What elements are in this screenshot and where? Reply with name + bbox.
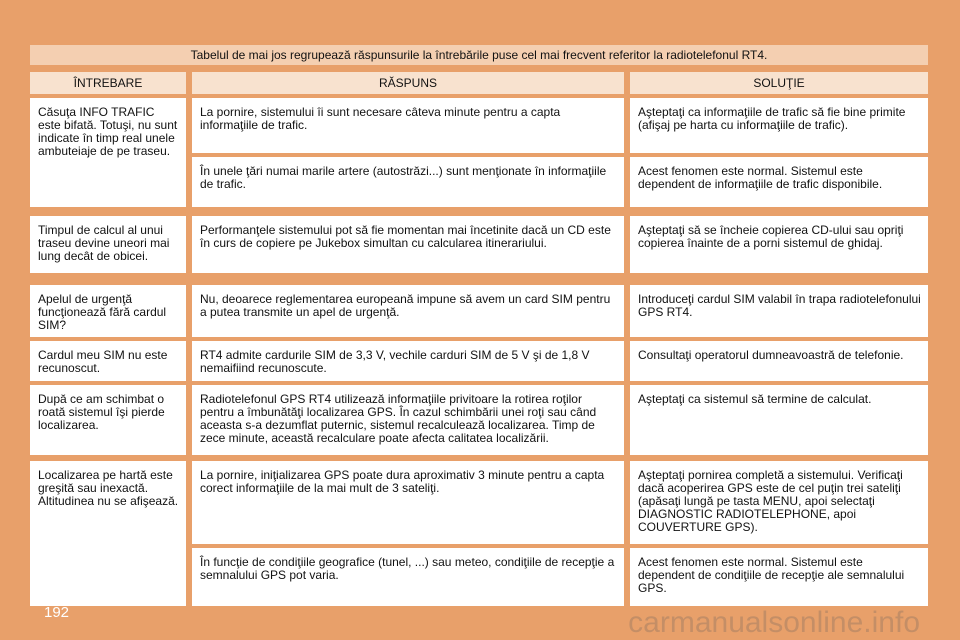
solution-cell: Aşteptaţi ca informaţiile de trafic să fie bine primite (afişaj pe harta cu informaţiile de trafic).	[630, 98, 928, 153]
solution-cell: Aşteptaţi să se încheie copierea CD-ului sau opriţi copierea înainte de a porni sistemul de ghidaj.	[630, 216, 928, 273]
solution-cell: Aşteptaţi pornirea completă a sistemului. Verificaţi dacă acoperirea GPS este de cel puţin trei sateliţi (apăsaţi lungă pe tasta MENU, apoi selectaţi DIAGNOSTIC RADIOTELEPHONE, apoi COUVERTURE GPS).	[630, 461, 928, 544]
header-question: ÎNTREBARE	[30, 72, 186, 94]
answer-cell: La pornire, sistemului îi sunt necesare câteva minute pentru a capta informaţiile de trafic.	[192, 98, 624, 153]
question-cell: Căsuţa INFO TRAFIC este bifată. Totuşi, nu sunt indicate în timp real unele ambuteiaje de pe traseu.	[30, 98, 186, 207]
solution-cell: Introduceţi cardul SIM valabil în trapa radiotelefonului GPS RT4.	[630, 285, 928, 337]
answer-cell: La pornire, iniţializarea GPS poate dura aproximativ 3 minute pentru a capta corect informaţiile de la mai mult de 3 sateliţi.	[192, 461, 624, 544]
page-number: 192	[44, 604, 70, 621]
watermark: carmanualsonline.info	[628, 606, 920, 639]
answer-cell: Performanţele sistemului pot să fie momentan mai încetinite dacă un CD este în curs de copiere pe Jukebox simultan cu calcularea itinerariului.	[192, 216, 624, 273]
question-cell: Timpul de calcul al unui traseu devine uneori mai lung decât de obicei.	[30, 216, 186, 273]
table-caption: Tabelul de mai jos regrupează răspunsurile la întrebările puse cel mai frecvent referitor la radiotelefonul RT4.	[30, 45, 928, 65]
solution-cell: Aşteptaţi ca sistemul să termine de calculat.	[630, 385, 928, 455]
solution-cell: Consultaţi operatorul dumneavoastră de telefonie.	[630, 341, 928, 381]
question-cell: Apelul de urgenţă funcţionează fără cardul SIM?	[30, 285, 186, 337]
answer-cell: În funcţie de condiţiile geografice (tunel, ...) sau meteo, condiţiile de recepţie a semnalului GPS pot varia.	[192, 548, 624, 606]
question-cell: Cardul meu SIM nu este recunoscut.	[30, 341, 186, 381]
header-answer: RĂSPUNS	[192, 72, 624, 94]
question-cell: Localizarea pe hartă este greşită sau inexactă. Altitudinea nu se afişează.	[30, 461, 186, 606]
answer-cell: Nu, deoarece reglementarea europeană impune să avem un card SIM pentru a putea transmite un apel de urgenţă.	[192, 285, 624, 337]
answer-cell: RT4 admite cardurile SIM de 3,3 V, vechile carduri SIM de 5 V şi de 1,8 V nemaifiind recunoscute.	[192, 341, 624, 381]
question-cell: După ce am schimbat o roată sistemul îşi pierde localizarea.	[30, 385, 186, 455]
solution-cell: Acest fenomen este normal. Sistemul este dependent de condiţiile de recepţie ale semnalului GPS.	[630, 548, 928, 606]
header-solution: SOLUŢIE	[630, 72, 928, 94]
answer-cell: Radiotelefonul GPS RT4 utilizează informaţiile privitoare la rotirea roţilor pentru a îmbunătăţi localizarea GPS. În cazul schimbării unei roţi sau când aceasta s-a dezumflat puternic, sistemul recalculează localizarea. Timp de zece minute, această recalculare poate afecta calitatea localizării.	[192, 385, 624, 455]
answer-cell: În unele ţări numai marile artere (autostrăzi...) sunt menţionate în informaţiile de trafic.	[192, 157, 624, 207]
solution-cell: Acest fenomen este normal. Sistemul este dependent de informaţiile de trafic disponibile.	[630, 157, 928, 207]
